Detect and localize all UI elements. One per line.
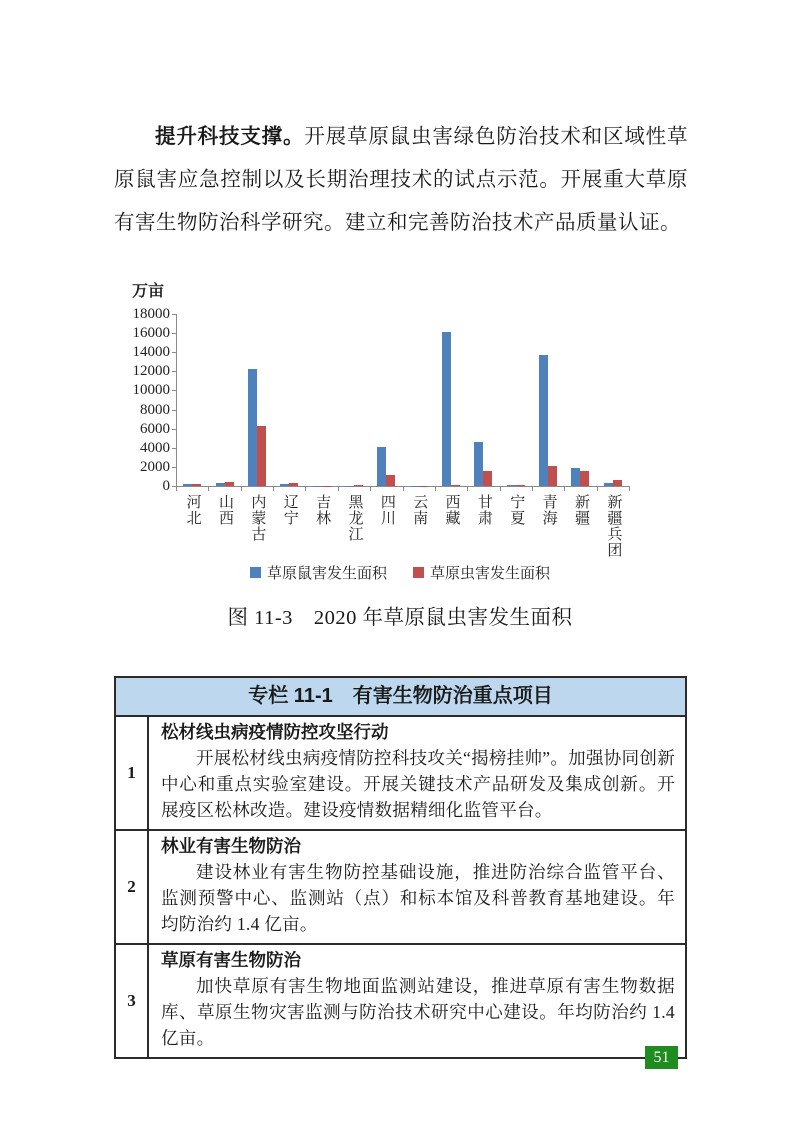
y-axis-tick	[172, 410, 176, 411]
bar-insect-damage	[354, 485, 363, 486]
row-body: 加快草原有害生物地面监测站建设，推进草原有害生物数据库、草原生物灾害监测与防治技术研究中心建设。年均防治约 1.4 亿亩。	[161, 976, 675, 1048]
x-axis-category-label: 山西	[217, 494, 234, 526]
bar-insect-damage	[289, 483, 298, 486]
x-axis-category-label: 宁夏	[508, 494, 525, 526]
x-axis-category-label: 甘肃	[475, 494, 492, 526]
x-axis-tick	[403, 487, 404, 491]
bar-rodent-damage	[604, 483, 613, 486]
legend-swatch-icon	[250, 567, 261, 578]
paragraph-text: 开展草原鼠虫害绿色防治技术和区域性草原鼠害应急控制以及长期治理技术的试点示范。开展重大草原有害生物防治科学研究。建立和完善防治技术产品质量认证。	[114, 125, 689, 234]
row-title: 松材线虫病疫情防控攻坚行动	[161, 722, 389, 742]
bar-rodent-damage	[571, 468, 580, 486]
row-content	[149, 717, 685, 829]
bar-rodent-damage	[539, 355, 548, 486]
bar-insect-damage	[483, 471, 492, 486]
y-axis-tick-label: 18000	[132, 306, 170, 322]
x-axis-tick	[338, 487, 339, 491]
body-paragraph	[114, 116, 688, 245]
x-axis-category-label: 河北	[184, 494, 201, 526]
bar-rodent-damage	[474, 442, 483, 486]
panel-table	[114, 676, 687, 1059]
bar-insect-damage	[548, 466, 557, 486]
row-content	[149, 831, 685, 943]
y-axis-tick	[172, 448, 176, 449]
x-axis-tick	[370, 487, 371, 491]
bar-insect-damage	[257, 426, 266, 486]
y-axis-tick	[172, 314, 176, 315]
x-axis-category-label: 青海	[540, 494, 557, 526]
x-axis-tick	[208, 487, 209, 491]
x-axis-tick	[241, 487, 242, 491]
y-axis-tick-label: 0	[162, 478, 170, 494]
paragraph-lead: 提升科技支撑。	[155, 125, 305, 148]
x-axis-tick	[532, 487, 533, 491]
y-axis-tick-label: 6000	[140, 420, 170, 437]
y-axis-tick-label: 16000	[132, 325, 170, 342]
x-axis-category-label: 黑龙江	[346, 494, 363, 542]
x-axis-tick	[273, 487, 274, 491]
y-axis-tick	[172, 467, 176, 468]
x-axis-category-label: 新疆	[572, 494, 589, 526]
y-axis-tick-label: 8000	[140, 401, 170, 418]
y-axis-tick-label: 10000	[132, 382, 170, 399]
x-axis-tick	[467, 487, 468, 491]
x-axis-tick	[629, 487, 630, 491]
y-axis-tick	[172, 390, 176, 391]
row-title: 林业有害生物防治	[161, 836, 301, 856]
legend-label: 草原鼠害发生面积	[266, 566, 387, 582]
bar-rodent-damage	[183, 484, 192, 486]
bar-insect-damage	[580, 471, 589, 486]
bar-insect-damage	[451, 485, 460, 486]
bar-rodent-damage	[377, 447, 386, 486]
figure-caption: 图 11-3 2020 年草原鼠虫害发生面积	[227, 607, 573, 629]
chart-unit-label: 万亩	[132, 283, 165, 300]
legend-item	[250, 562, 387, 583]
chart-plot	[176, 314, 630, 487]
bar-rodent-damage	[216, 483, 225, 486]
page-number-badge: 51	[645, 1046, 678, 1069]
bar-insect-damage	[516, 485, 525, 486]
bar-rodent-damage	[442, 332, 451, 486]
x-axis-category-label: 内蒙古	[249, 494, 266, 542]
table-row	[116, 717, 685, 831]
y-axis-tick	[172, 429, 176, 430]
chart	[120, 276, 680, 588]
bar-rodent-damage	[507, 485, 516, 486]
bar-insect-damage	[225, 482, 234, 486]
row-body: 建设林业有害生物防控基础设施，推进防治综合监管平台、监测预警中心、监测站（点）和标本馆及科普教育基地建设。年均防治约 1.4 亿亩。	[161, 862, 675, 934]
x-axis-category-label: 辽宁	[281, 494, 298, 526]
x-axis-tick	[597, 487, 598, 491]
x-axis-category-label: 云南	[411, 494, 428, 526]
x-axis-tick	[305, 487, 306, 491]
chart-legend	[120, 562, 680, 583]
y-axis-tick	[172, 371, 176, 372]
bar-rodent-damage	[248, 369, 257, 486]
table-row	[116, 945, 685, 1057]
x-axis-tick	[500, 487, 501, 491]
y-axis-tick	[172, 352, 176, 353]
table-row	[116, 831, 685, 945]
x-axis-category-label: 吉林	[314, 494, 331, 526]
x-axis-tick	[435, 487, 436, 491]
row-content	[149, 945, 685, 1057]
x-axis-category-label: 新疆兵团	[605, 494, 622, 558]
bar-rodent-damage	[280, 484, 289, 486]
legend-swatch-icon	[413, 567, 424, 578]
bar-insect-damage	[192, 484, 201, 486]
row-body: 开展松材线虫病疫情防控科技攻关“揭榜挂帅”。加强协同创新中心和重点实验室建设。开展关键技术产品研发及集成创新。开展疫区松林改造。建设疫情数据精细化监管平台。	[161, 748, 675, 820]
y-axis-tick-label: 14000	[132, 344, 170, 361]
x-axis-category-label: 四川	[378, 494, 395, 526]
row-title: 草原有害生物防治	[161, 950, 301, 970]
row-number: 2	[116, 831, 149, 943]
row-number: 3	[116, 945, 149, 1057]
y-axis-tick-label: 2000	[140, 458, 170, 475]
x-axis-tick	[564, 487, 565, 491]
x-axis-category-label: 西藏	[443, 494, 460, 526]
legend-label: 草原虫害发生面积	[430, 566, 551, 582]
y-axis-tick-label: 4000	[140, 439, 170, 456]
bar-insect-damage	[613, 480, 622, 486]
legend-item	[413, 562, 550, 583]
panel-title: 专栏 11-1 有害生物防治重点项目	[116, 678, 685, 717]
bar-insect-damage	[386, 475, 395, 486]
row-number: 1	[116, 717, 149, 829]
y-axis-tick	[172, 333, 176, 334]
y-axis-tick-label: 12000	[132, 363, 170, 380]
x-axis-tick	[176, 487, 177, 491]
